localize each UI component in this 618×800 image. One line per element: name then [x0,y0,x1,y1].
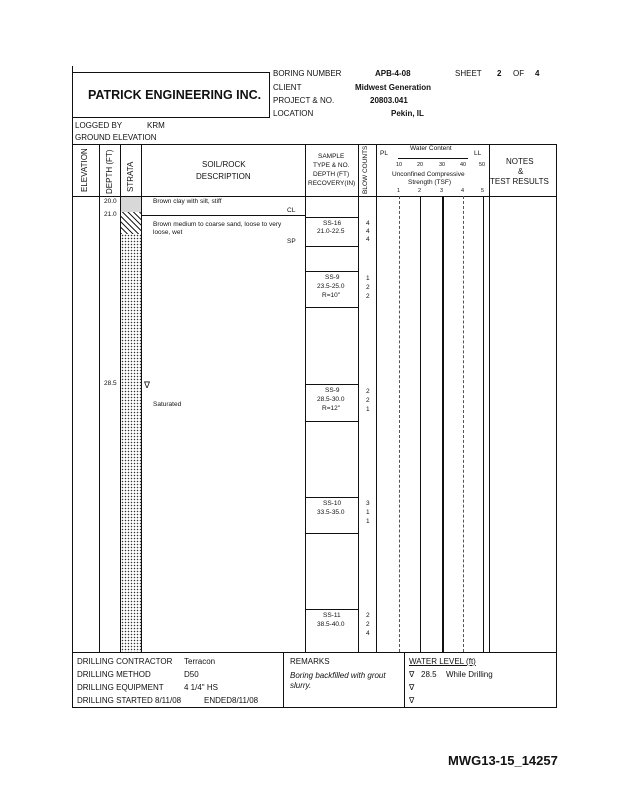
wc-tick-20: 20 [417,162,424,168]
contractor-value: Terracon [184,657,216,666]
started-label: DRILLING STARTED [77,696,153,705]
project-value: 20803.041 [370,96,408,105]
sample-1-depth: 21.0-22.5 [317,228,345,235]
remarks-label: REMARKS [290,657,330,666]
col-sample-blows [358,144,359,652]
location-label: LOCATION [273,109,314,118]
layer-boundary-21 [142,215,305,216]
contractor-label: DRILLING CONTRACTOR [77,657,173,666]
sample-5-depth: 38.5-40.0 [317,621,345,628]
water-level-icon-2: ∇ [409,683,415,692]
sample-2-depth: 23.5-25.0 [317,283,345,290]
table-top-rule [72,144,557,145]
col-blows-graph [376,144,377,652]
blow-2b: 2 [366,284,370,291]
water-content-label: Water Content [410,145,452,152]
sample-header-2: TYPE & NO. [313,162,350,169]
ucs-tick-2: 2 [418,188,422,194]
col-graph-notes [489,144,490,652]
sample-rule-5a [305,609,358,610]
ucs-label-2: Strength (TSF) [408,179,451,186]
client-label: CLIENT [273,83,302,92]
sample-2-id: SS-9 [325,274,340,281]
equipment-value: 4 1/4" HS [184,683,218,692]
sample-rule-1b [305,246,358,247]
wc-tick-10: 10 [396,162,403,168]
sample-4-id: SS-10 [323,500,342,507]
blow-5b: 2 [366,621,370,628]
water-content-axis [398,158,468,159]
blow-5c: 4 [366,630,370,637]
pl-label: PL [380,150,388,157]
sample-header-3: DEPTH (FT) [313,171,350,178]
water-level-depth: 28.5 [421,670,437,679]
blow-1a: 4 [366,220,370,227]
client-value: Midwest Generation [355,83,432,92]
blow-3b: 2 [366,397,370,404]
strata-clay [121,197,141,212]
uscs-cl: CL [287,207,296,214]
logged-by-value: KRM [147,121,165,130]
notes-header-1: NOTES [506,157,534,166]
strata-header: STRATA [126,161,135,192]
water-level-note: While Drilling [446,670,493,679]
blow-3a: 2 [366,388,370,395]
blow-counts-header: BLOW COUNTS [362,145,369,194]
header-bottom-rule [72,196,557,197]
sample-rule-1a [305,217,358,218]
ucs-tick-4: 4 [461,188,465,194]
sample-2-recovery: R=10" [322,292,341,299]
ucs-tick-1: 1 [397,188,401,194]
footer-top-rule [72,652,557,653]
location-value: Pekin, IL [391,109,424,118]
ended-label: ENDED [204,696,233,705]
blow-2a: 1 [366,275,370,282]
sample-3-id: SS-9 [325,387,340,394]
blow-1b: 4 [366,228,370,235]
description-sand-2: loose, wet [153,229,183,236]
remarks-line-1: Boring backfilled with grout [290,671,386,680]
strata-sand [121,234,141,652]
graph-grid-4 [463,196,464,652]
remarks-line-2: slurry. [290,681,312,690]
sample-3-recovery: R=12" [322,405,341,412]
blow-3c: 1 [366,406,370,413]
graph-grid-3 [442,196,444,652]
blow-2c: 2 [366,293,370,300]
blow-4a: 3 [366,500,370,507]
sample-rule-3b [305,421,358,422]
depth-21: 21.0 [104,211,117,218]
started-value: 8/11/08 [155,696,182,705]
sample-rule-4a [305,497,358,498]
sample-1-id: SS-16 [323,220,342,227]
col-elevation-depth [99,144,100,652]
boring-number: APB-4-08 [375,69,411,78]
table-left-rule [72,66,73,708]
graph-grid-2 [420,196,421,652]
ucs-tick-3: 3 [440,188,444,194]
sample-rule-2b [305,307,358,308]
document-id: MWG13-15_14257 [448,753,558,768]
sample-header-4: RECOVERY(IN) [308,180,356,187]
description-header-2: DESCRIPTION [196,172,251,181]
blow-4b: 1 [366,509,370,516]
col-strata-desc [141,144,142,652]
sheet-number: 2 [497,69,502,78]
notes-header-3: TEST RESULTS [490,177,549,186]
notes-header-2: & [518,167,524,176]
blow-4c: 1 [366,518,370,525]
sample-4-depth: 33.5-35.0 [317,509,345,516]
col-desc-sample [305,144,306,652]
water-level-label: WATER LEVEL (ft) [409,657,476,666]
equipment-label: DRILLING EQUIPMENT [77,683,164,692]
ground-elevation-label: GROUND ELEVATION [75,133,157,142]
sample-5-id: SS-11 [323,612,341,619]
description-saturated: Saturated [153,401,182,408]
elevation-header: ELEVATION [80,148,89,192]
ll-label: LL [474,150,482,157]
description-clay: Brown clay with silt, stiff [153,198,222,205]
sample-rule-4b [305,533,358,534]
sample-header-1: SAMPLE [318,153,345,160]
wc-tick-30: 30 [439,162,446,168]
graph-grid-5 [483,196,484,652]
wc-tick-50: 50 [479,162,486,168]
description-sand-1: Brown medium to coarse sand, loose to very [153,221,282,228]
sheet-total: 4 [535,69,540,78]
sample-rule-3a [305,384,358,385]
wc-tick-40: 40 [460,162,467,168]
blow-5a: 2 [366,612,370,619]
blow-1c: 4 [366,236,370,243]
footer-bottom-rule [72,707,557,708]
boring-number-label: BORING NUMBER [273,69,342,78]
sheet-label: SHEET [455,69,482,78]
ended-value: 8/11/08 [232,696,259,705]
company-name: PATRICK ENGINEERING INC. [88,88,262,102]
sample-rule-2a [305,271,358,272]
footer-divider-2 [404,652,405,707]
strata-transition [121,212,141,234]
project-label: PROJECT & NO. [273,96,335,105]
water-level-icon-3: ∇ [409,696,415,705]
depth-20: 20.0 [104,198,117,205]
footer-right-rule [556,652,557,707]
table-right-rule [556,144,557,652]
uscs-sp: SP [287,238,296,245]
ucs-tick-5: 5 [481,188,485,194]
logged-by-label: LOGGED BY [75,121,123,130]
depth-header: DEPTH (FT) [105,149,114,194]
depth-28-5: 28.5 [104,380,117,387]
description-header-1: SOIL/ROCK [202,160,246,169]
graph-grid-1 [399,196,400,652]
method-value: D50 [184,670,199,679]
ucs-label-1: Unconfined Compressive [392,171,465,178]
footer-divider-1 [283,652,284,707]
method-label: DRILLING METHOD [77,670,151,679]
water-table-icon: ∇ [144,380,151,390]
sample-3-depth: 28.5-30.0 [317,396,345,403]
water-level-icon-1: ∇ [409,670,415,679]
sheet-of: OF [513,69,525,78]
